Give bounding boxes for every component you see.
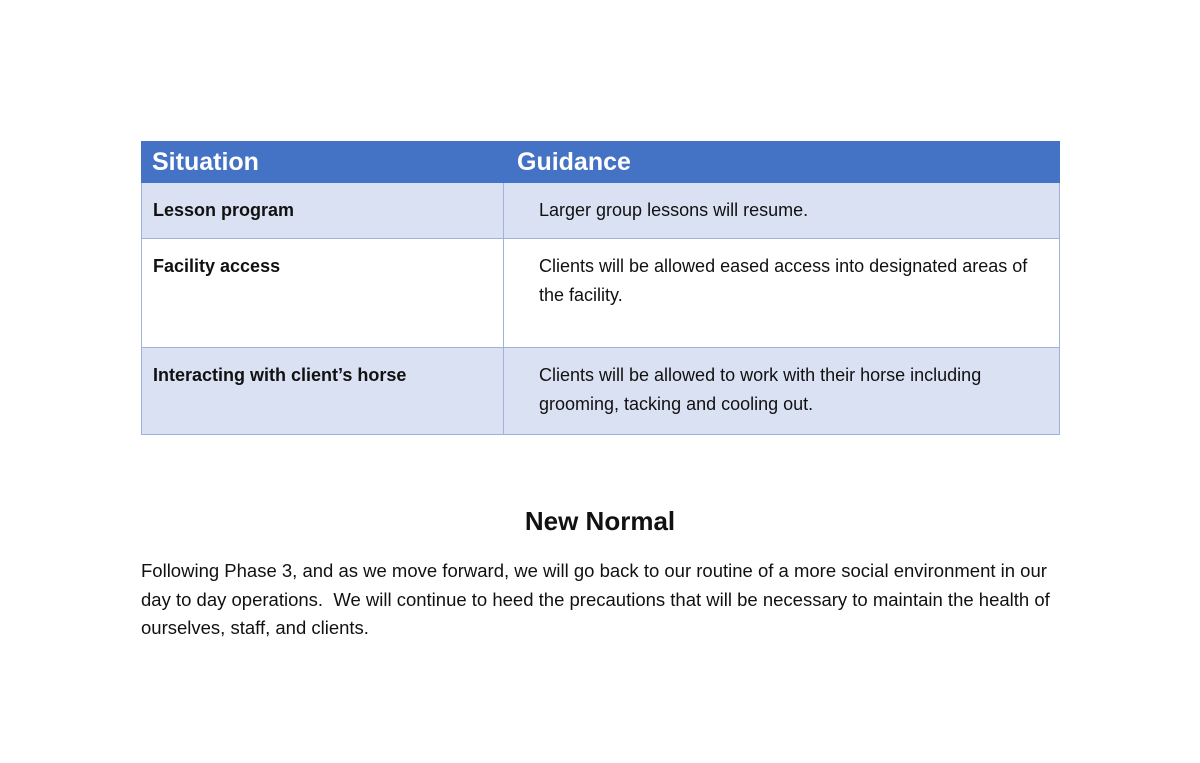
guidance-header: Guidance (504, 142, 1060, 183)
table-row (142, 348, 1060, 435)
situation-cell: Facility access (142, 239, 504, 348)
situation-cell: Lesson program (142, 183, 504, 239)
body-paragraph: Following Phase 3, and as we move forward, we will go back to our routine of a more social environment in our day to day operations. We will continue to heed the precautions that will be necessary to maintain the health of ourselves, staff, and clients. (141, 560, 1055, 638)
table-row (142, 183, 1060, 239)
guidance-cell: Larger group lessons will resume. (504, 183, 1060, 239)
guidance-cell: Clients will be allowed to work with their horse including grooming, tacking and cooling out. (504, 348, 1060, 435)
situation-header: Situation (142, 142, 504, 183)
section-title: New Normal (524, 506, 676, 536)
guidance-table (141, 141, 1060, 435)
situation-cell: Interacting with client’s horse (142, 348, 504, 435)
table-row (142, 239, 1060, 348)
table-header-row (142, 142, 1060, 183)
guidance-cell: Clients will be allowed eased access into designated areas of the facility. (504, 239, 1060, 348)
